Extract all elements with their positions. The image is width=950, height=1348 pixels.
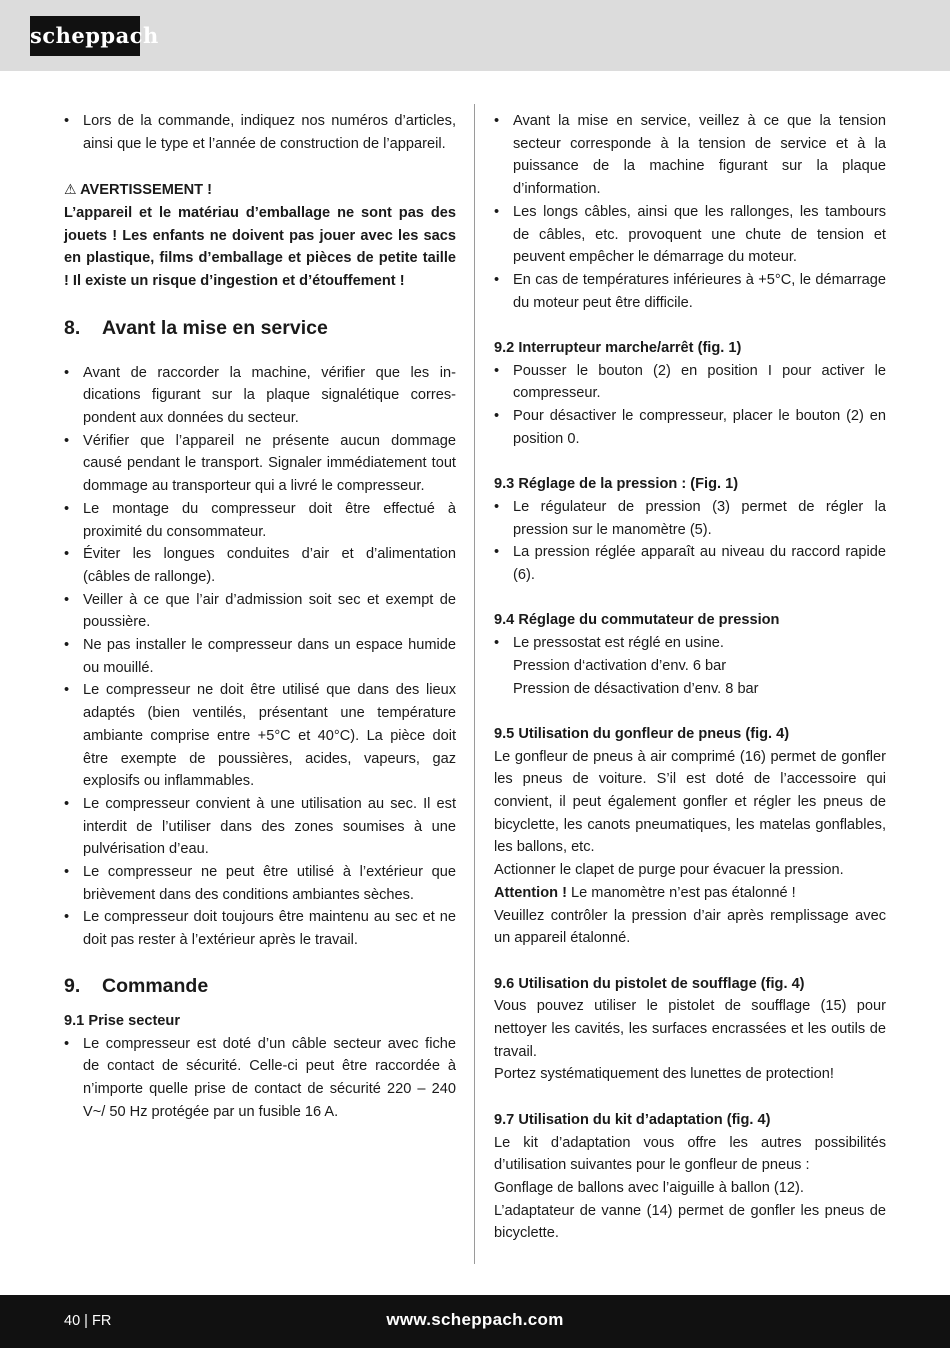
list-item bbox=[494, 632, 886, 700]
attention-label: Attention ! bbox=[494, 884, 567, 901]
list-item: • Les longs câbles, ainsi que les rallonges, les tambours de câbles, etc. provoquent une chute de tension et peuvent empêcher le démarrage du moteur. bbox=[494, 201, 886, 269]
section-9-heading bbox=[64, 972, 456, 1000]
paragraph: Gonflage de ballons avec l’aiguille à ballon (12). bbox=[494, 1179, 804, 1196]
paragraph: Portez systématiquement des lunettes de protection! bbox=[494, 1066, 834, 1083]
subsection-9-4-title: 9.4 Réglage du commutateur de pression bbox=[494, 612, 780, 629]
subsection-9-4-bullet-list bbox=[494, 632, 886, 700]
paragraph: Veuillez contrôler la pression d’air après remplissage avec un appareil étalonné. bbox=[494, 907, 886, 947]
warning-heading bbox=[64, 178, 456, 202]
right-column bbox=[494, 110, 886, 1245]
list-item: • Le compresseur est doté d’un câble secteur avec fiche de contact de sécurité. Celle-ci peut être raccordée à n’importe quelle prise de contact de sécurité 220 – 240 V~/ 50 Hz protégée par un fusible 16 A. bbox=[64, 1033, 456, 1124]
pressure-switch-factory-setting: Le pressostat est réglé en usine. bbox=[513, 635, 724, 652]
list-item: • Lors de la commande, indiquez nos numéros d’articles, ainsi que le type et l’année de construction de l’appareil. bbox=[64, 110, 456, 155]
subsection-9-1-title: 9.1 Prise secteur bbox=[64, 1012, 181, 1029]
column-divider bbox=[474, 104, 475, 1264]
page-number: 40 bbox=[64, 1313, 81, 1329]
list-item: • Le régulateur de pression (3) permet de régler la pression sur le manomètre (5). bbox=[494, 496, 886, 541]
attention-text: Le manomètre n’est pas étalonné ! bbox=[566, 884, 796, 901]
list-item: • Pousser le bouton (2) en position I pour activer le compresseur. bbox=[494, 360, 886, 405]
list-item: • La pression réglée apparaît au niveau du raccord rapide (6). bbox=[494, 541, 886, 586]
section-9-title: Commande bbox=[102, 974, 209, 997]
warning-title: AVERTISSEMENT ! bbox=[80, 182, 212, 199]
intro-bullet-list bbox=[64, 110, 456, 155]
paragraph: Actionner le clapet de purge pour évacuer la pression. bbox=[494, 862, 844, 879]
section-8-bullet-list bbox=[64, 362, 456, 952]
section-8-number: 8. bbox=[64, 316, 81, 339]
list-item: • Éviter les longues conduites d’air et d’alimentation (câbles de rallonge). bbox=[64, 543, 456, 588]
subsection-9-1-bullet-list bbox=[64, 1033, 456, 1124]
paragraph: Le gonfleur de pneus à air comprimé (16) permet de gonfler les pneus de voiture. S’il est doté de l’accessoire qui convient, il peut également gonfler et régler les pneus de bicyclette, les canots pneumatiques, les matelas gonflables, les ballons, etc. bbox=[494, 748, 886, 856]
list-item: • En cas de températures inférieures à +5°C, le démarrage du moteur peut être difficile. bbox=[494, 269, 886, 314]
activation-pressure: Pression d‘activation d’env. 6 bar bbox=[513, 657, 727, 674]
footer-separator: | bbox=[84, 1313, 88, 1329]
section-8-heading bbox=[64, 314, 456, 342]
page-header bbox=[0, 0, 950, 71]
scheppach-logo: scheppach bbox=[30, 16, 140, 56]
warning-triangle-icon: ⚠ bbox=[64, 181, 77, 198]
subsection-9-2-title: 9.2 Interrupteur marche/arrêt (fig. 1) bbox=[494, 340, 742, 357]
list-item: • Ne pas installer le compresseur dans un espace humide ou mouillé. bbox=[64, 634, 456, 679]
paragraph: L’adaptateur de vanne (14) permet de gonfler les pneus de bicyclette. bbox=[494, 1202, 886, 1242]
list-item: • Le montage du compresseur doit être effectué à proximité du consommateur. bbox=[64, 498, 456, 543]
subsection-9-3-title: 9.3 Réglage de la pression : (Fig. 1) bbox=[494, 476, 739, 493]
list-item: • Le compresseur doit toujours être maintenu au sec et ne doit pas rester à l’extérieur après le travail. bbox=[64, 906, 456, 951]
deactivation-pressure: Pression de désactivation d’env. 8 bar bbox=[513, 680, 759, 697]
subsection-9-6-title: 9.6 Utilisation du pistolet de soufflage (fig. 4) bbox=[494, 975, 805, 992]
warning-text: L’appareil et le matériau d’emballage ne sont pas des jouets ! Les enfants ne doivent pas jouer avec les sacs en plastique, films d’emballage et pièces de petite taille ! Il existe un risque d’ingestion et d’étouffement ! bbox=[64, 204, 456, 289]
language-code: FR bbox=[91, 1313, 112, 1329]
right-top-bullet-list bbox=[494, 110, 886, 314]
subsection-9-7-title: 9.7 Utilisation du kit d’adaptation (fig. 4) bbox=[494, 1111, 771, 1128]
list-item: • Le compresseur ne peut être utilisé à l’extérieur que brièvement dans des conditions ambiantes sèches. bbox=[64, 861, 456, 906]
subsection-9-2-bullet-list bbox=[494, 360, 886, 451]
subsection-9-3-bullet-list bbox=[494, 496, 886, 587]
attention-paragraph bbox=[494, 882, 886, 905]
subsection-9-5-title: 9.5 Utilisation du gonfleur de pneus (fig. 4) bbox=[494, 725, 790, 742]
list-item: • Veiller à ce que l’air d’admission soit sec et exempt de poussière. bbox=[64, 589, 456, 634]
list-item: • Le compresseur ne doit être utilisé que dans des lieux adaptés (bien ventilés, présentant une température ambiante comprise entre +5°C et 40°C). La pièce doit être exempte de poussières, acides, vapeurs, gaz explosifs ou inflammables. bbox=[64, 679, 456, 793]
list-item: • Le compresseur convient à une utilisation au sec. Il est interdit de l’utiliser dans des zones soumises à une pulvérisation d’eau. bbox=[64, 793, 456, 861]
left-column bbox=[64, 110, 456, 1123]
paragraph: Vous pouvez utiliser le pistolet de soufflage (15) pour nettoyer les cavités, les surfaces encrassées et les outils de travail. bbox=[494, 998, 886, 1060]
paragraph: Le kit d’adaptation vous offre les autres possibilités d’utilisation suivantes pour le gonfleur de pneus : bbox=[494, 1134, 886, 1174]
section-9-number: 9. bbox=[64, 974, 81, 997]
list-item: • Avant de raccorder la machine, vérifier que les indications figurant sur la plaque signalétique correspondent aux données du secteur. bbox=[64, 362, 456, 430]
list-item: • Avant la mise en service, veillez à ce que la tension secteur corresponde à la tension de service et à la puissance de la machine figurant sur la plaque d’information. bbox=[494, 110, 886, 201]
list-item: • Pour désactiver le compresseur, placer le bouton (2) en position 0. bbox=[494, 405, 886, 450]
section-8-title: Avant la mise en service bbox=[102, 316, 328, 339]
website-url[interactable]: www.scheppach.com bbox=[386, 1310, 564, 1329]
page-footer bbox=[0, 1295, 950, 1348]
list-item: • Vérifier que l’appareil ne présente aucun dommage causé pendant le transport. Signaler immédiatement tout dommage au transporteur qui a livré le compresseur. bbox=[64, 430, 456, 498]
